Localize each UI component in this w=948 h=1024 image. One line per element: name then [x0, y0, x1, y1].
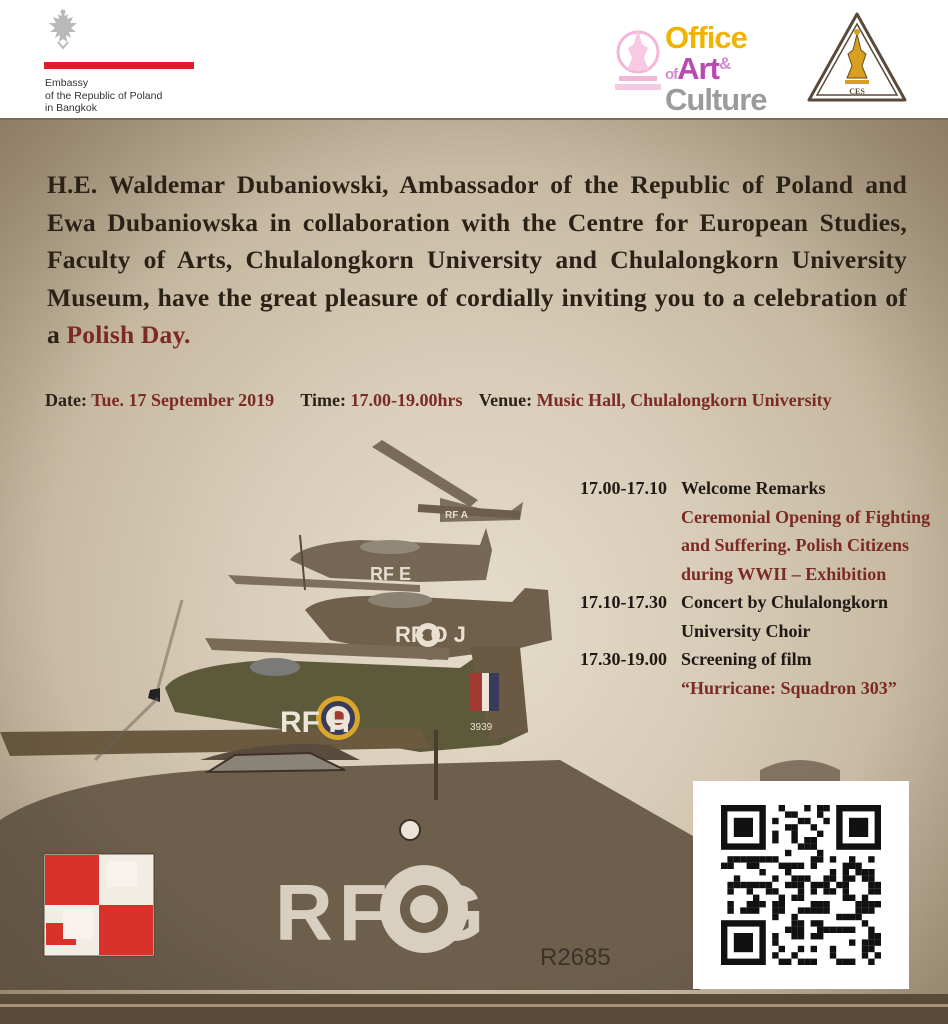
logo-of-text: of — [665, 66, 678, 83]
schedule-item — [580, 645, 940, 702]
schedule-title: Screening of film — [681, 649, 812, 669]
ces-logo-text: CES — [849, 87, 865, 96]
schedule-item — [580, 474, 940, 588]
time-value: 17.00-19.00hrs — [350, 390, 463, 410]
footer-divider — [0, 1004, 948, 1007]
logo-ampersand-text: & — [718, 54, 731, 73]
date-value: Tue. 17 September 2019 — [91, 390, 275, 410]
polish-eagle-icon — [46, 8, 80, 50]
qr-code-icon — [693, 781, 909, 989]
qr-code[interactable] — [693, 781, 909, 989]
schedule-time: 17.00-17.10 — [580, 478, 667, 498]
chula-emblem-icon — [613, 22, 663, 98]
embassy-line-1: Embassy — [45, 77, 89, 89]
embassy-line-2: of the Republic of Poland — [45, 89, 163, 102]
poster-body — [0, 120, 948, 1024]
office-of-art-culture-logo — [665, 22, 767, 115]
event-details — [45, 390, 945, 411]
date-label: Date: — [45, 390, 87, 410]
header-bar — [0, 0, 948, 120]
schedule-item — [580, 588, 940, 645]
footer-band — [0, 994, 948, 1024]
schedule-subtitle: Ceremonial Opening of Fighting and Suffering. Polish Citizens during WWII – Exhibition — [681, 506, 931, 584]
schedule-title: Concert by Chulalongkorn University Choir — [681, 592, 889, 641]
schedule-time: 17.10-17.30 — [580, 592, 667, 612]
ces-logo-icon — [805, 10, 909, 106]
invitation-body: H.E. Waldemar Dubaniowski, Ambassador of the Republic of Poland and Ewa Dubaniowska in collaboration with the Centre for European Studies, Faculty of Arts, Chulalongkorn University and Chulalongkorn University Museum, have the great pleasure of cordially inviting you to a celebration of a — [47, 170, 907, 350]
event-schedule — [580, 474, 940, 702]
invitation-text — [47, 166, 907, 354]
schedule-subtitle: “Hurricane: Squadron 303” — [681, 677, 897, 698]
invitation-highlight: Polish Day. — [66, 320, 191, 350]
logo-office-text: Office — [665, 20, 747, 55]
schedule-title: Welcome Remarks — [681, 478, 826, 498]
embassy-line-3: in Bangkok — [45, 102, 97, 114]
embassy-name — [45, 77, 162, 115]
time-label: Time: — [300, 390, 347, 410]
schedule-time: 17.30-19.00 — [580, 649, 667, 669]
logo-culture-text: Culture — [665, 82, 767, 117]
logo-art-text: Art — [677, 51, 719, 86]
venue-label: Venue: — [478, 390, 533, 410]
venue-value: Music Hall, Chulalongkorn University — [536, 390, 832, 410]
polish-checkerboard-icon — [43, 853, 155, 957]
embassy-red-bar — [44, 62, 194, 69]
